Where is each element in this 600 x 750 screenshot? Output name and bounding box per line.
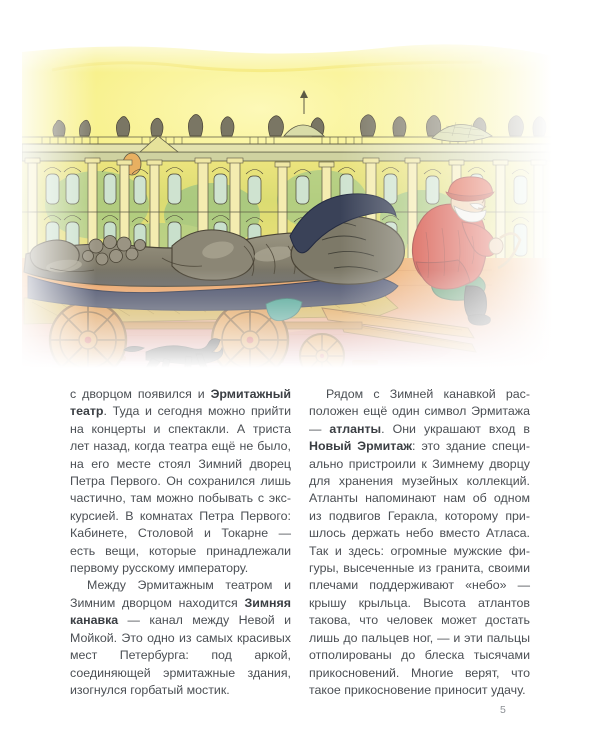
text-run: с дворцом появился и <box>70 387 211 401</box>
paragraph <box>70 577 291 699</box>
page-body <box>70 386 530 699</box>
text-run: . Они украшают вход в <box>381 421 530 436</box>
text-column-right <box>309 386 530 699</box>
text-run: — канал между Невой и Мойкой. Это одно из самых красивых мест Петербурга: под аркой, соединяющей эрмитажные здания, изогнулся горбатый мостик. <box>70 613 291 697</box>
bold-term: атланты <box>329 421 382 436</box>
page-illustration <box>22 40 552 368</box>
paragraph <box>70 386 291 577</box>
text-column-left <box>70 386 291 699</box>
text-run: . Туда и сегодня можно прийти на концерты и спектакли. А триста лет назад, когда театра ещё не было, на его месте стоял Зимний дворец Петра Первого. Он сохранился лишь частично, там можно побывать с экскурсией. В комнатах Петра Первого: Кабинете, Столовой и Токарне — есть вещи, которые принадлежали первому русскому императору. <box>70 404 291 576</box>
bold-term: Новый Эрмитаж <box>309 439 413 454</box>
bold-term: Эрмитажный театр <box>70 387 291 419</box>
page-number: 5 <box>500 704 506 716</box>
edge-fade-top <box>22 40 552 368</box>
text-run: Рядом с Зимней канавкой расположен ещё один символ Эрмитажа — <box>309 387 530 436</box>
bold-term: Зимняя канавка <box>70 595 291 628</box>
winter-palace-atlant-illustration <box>22 40 552 368</box>
text-run: Между Эрмитажным театром и Зимним дворцом находится <box>70 578 291 610</box>
paragraph <box>309 386 530 699</box>
text-run: : это здание специально пристроили к Зимнему дворцу для хранения музейных коллекций. Атланты напоминают нам об одном из подвигов Геракла, которому пришлось держать небо вместо Атласа. Так и здесь: огромные мужские фигуры, высеченные из гранита, своими плечами поддерживают «небо» — крышу крыльца. Высота атлантов такова, что человек может достать лишь до пальцев ног, — и эти пальцы отполированы до блеска тысячами прикосновений. Многие верят, что такое прикосновение приносит удачу. <box>309 439 530 697</box>
